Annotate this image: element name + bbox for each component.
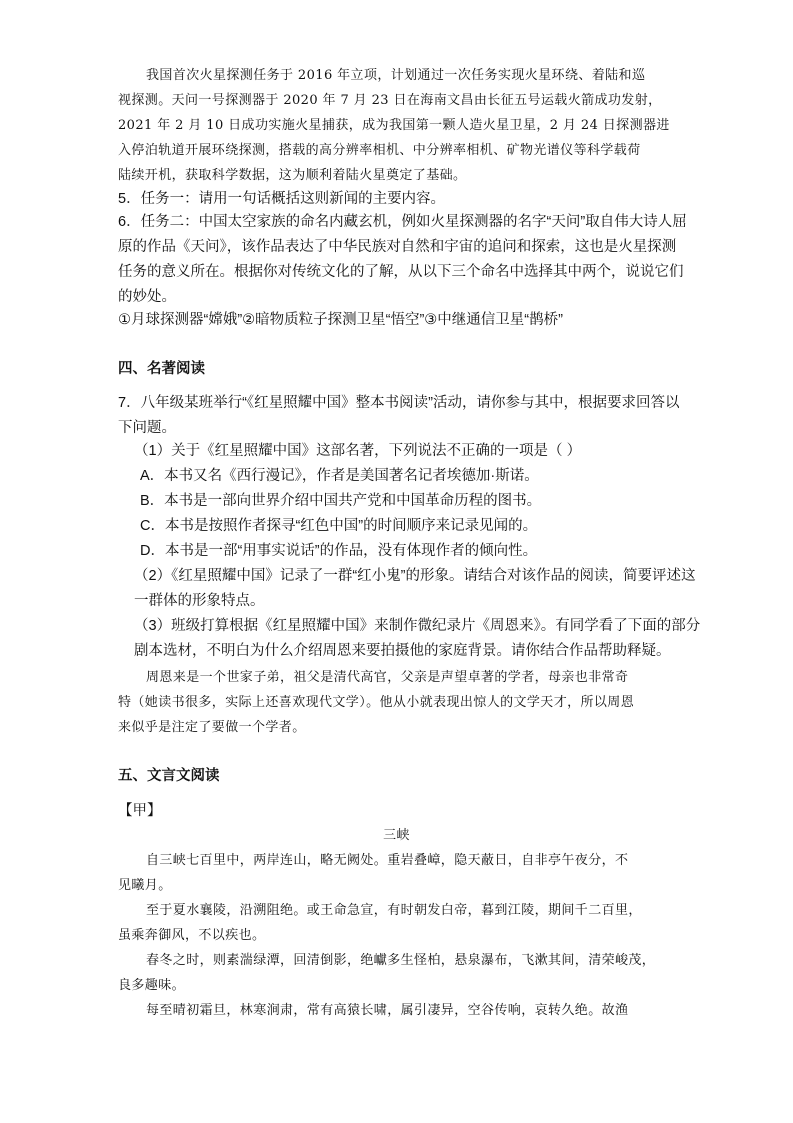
classical-text-line: 虽乘奔御风，不以疾也。: [118, 928, 266, 943]
classical-text-line: 春冬之时，则素湍绿潭，回清倒影，绝巘多生怪柏，悬泉瀑布，飞漱其间，清荣峻茂，: [146, 953, 656, 968]
question-6-line: 任务的意义所在。根据你对传统文化的了解，从以下三个命名中选择其中两个，说说它们: [118, 264, 684, 280]
question-5: 5．任务一：请用一句话概括这则新闻的主要内容。: [118, 191, 446, 207]
question-6-options: ①月球探测器“嫦娥”②暗物质粒子探测卫星“悟空”③中继通信卫星“鹊桥”: [118, 312, 563, 328]
option-a: A．本书又名《西行漫记》，作者是美国著名记者埃德加·斯诺。: [140, 468, 539, 484]
question-7-2-line: 一群体的形象特点。: [134, 593, 265, 609]
section-4-heading: 四、名著阅读: [118, 361, 205, 377]
script-excerpt-line: 特（她读书很多，实际上还喜欢现代文学）。他从小就表现出惊人的文学天才，所以周恩: [118, 695, 635, 710]
question-6-line: 的妙处。: [118, 289, 176, 305]
question-7-3-line: （3）班级打算根据《红星照耀中国》来制作微纪录片《周恩来》。有同学看了下面的部分: [134, 618, 701, 634]
script-excerpt-line: 周恩来是一个世家子弟，祖父是清代高官，父亲是声望卓著的学者，母亲也非常奇: [146, 670, 629, 685]
option-b: B．本书是一部向世界介绍中国共产党和中国革命历程的图书。: [140, 493, 542, 509]
news-paragraph-line: 入停泊轨道开展环绕探测，搭载的高分辨率相机、中分辨率相机、矿物光谱仪等科学载荷: [118, 143, 641, 158]
question-6-line: 原的作品《天问》，该作品表达了中华民族对自然和宇宙的追问和探索，这也是火星探测: [118, 239, 677, 255]
option-c: C．本书是按照作者探寻“红色中国”的时间顺序来记录见闻的。: [140, 518, 538, 534]
passage-title: 三峡: [383, 828, 410, 843]
option-d: D．本书是一部“用事实说话”的作品，没有体现作者的倾向性。: [140, 543, 538, 559]
passage-jia-label: 【甲】: [118, 803, 162, 819]
section-5-heading: 五、文言文阅读: [118, 768, 220, 784]
news-paragraph-line: 2021 年 2 月 10 日成功实施火星捕获，成为我国第一颗人造火星卫星，2 月 24 日探测器进: [118, 118, 670, 133]
question-7-line: 下问题。: [118, 420, 176, 436]
news-paragraph-line: 视探测。天问一号探测器于 2020 年 7 月 23 日在海南文昌由长征五号运载火箭成功发射，: [118, 93, 662, 108]
classical-text-line: 见曦月。: [118, 878, 172, 893]
news-paragraph-line: 陆续开机，获取科学数据，这为顺利着陆火星奠定了基础。: [118, 168, 467, 183]
question-7-2-line: （2）《红星照耀中国》记录了一群“红小鬼”的形象。请结合对该作品的阅读，简要评述这: [134, 568, 696, 584]
classical-text-line: 至于夏水襄陵，沿溯阻绝。或王命急宣，有时朝发白帝，暮到江陵，期间千二百里，: [146, 903, 642, 918]
question-7-3-line: 剧本选材，不明白为什么介绍周恩来要拍摄他的家庭背景。请你结合作品帮助释疑。: [134, 643, 671, 659]
script-excerpt-line: 来似乎是注定了要做一个学者。: [118, 720, 306, 735]
question-7-1: （1）关于《红星照耀中国》这部名著，下列说法不正确的一项是（ ）: [134, 443, 582, 459]
question-6-line: 6．任务二：中国太空家族的命名内藏玄机，例如火星探测器的名字“天问”取自伟大诗人屈: [118, 214, 687, 230]
classical-text-line: 良多趣味。: [118, 978, 186, 993]
classical-text-line: 自三峡七百里中，两岸连山，略无阙处。重岩叠嶂，隐天蔽日，自非亭午夜分，不: [146, 853, 629, 868]
classical-text-line: 每至晴初霜旦，林寒涧肃，常有高猿长啸，属引凄异，空谷传响，哀转久绝。故渔: [146, 1003, 629, 1018]
question-7-line: 7．八年级某班举行“《红星照耀中国》整本书阅读”活动，请你参与其中，根据要求回答以: [118, 395, 680, 411]
news-paragraph-line: 我国首次火星探测任务于 2016 年立项，计划通过一次任务实现火星环绕、着陆和巡: [146, 68, 646, 83]
